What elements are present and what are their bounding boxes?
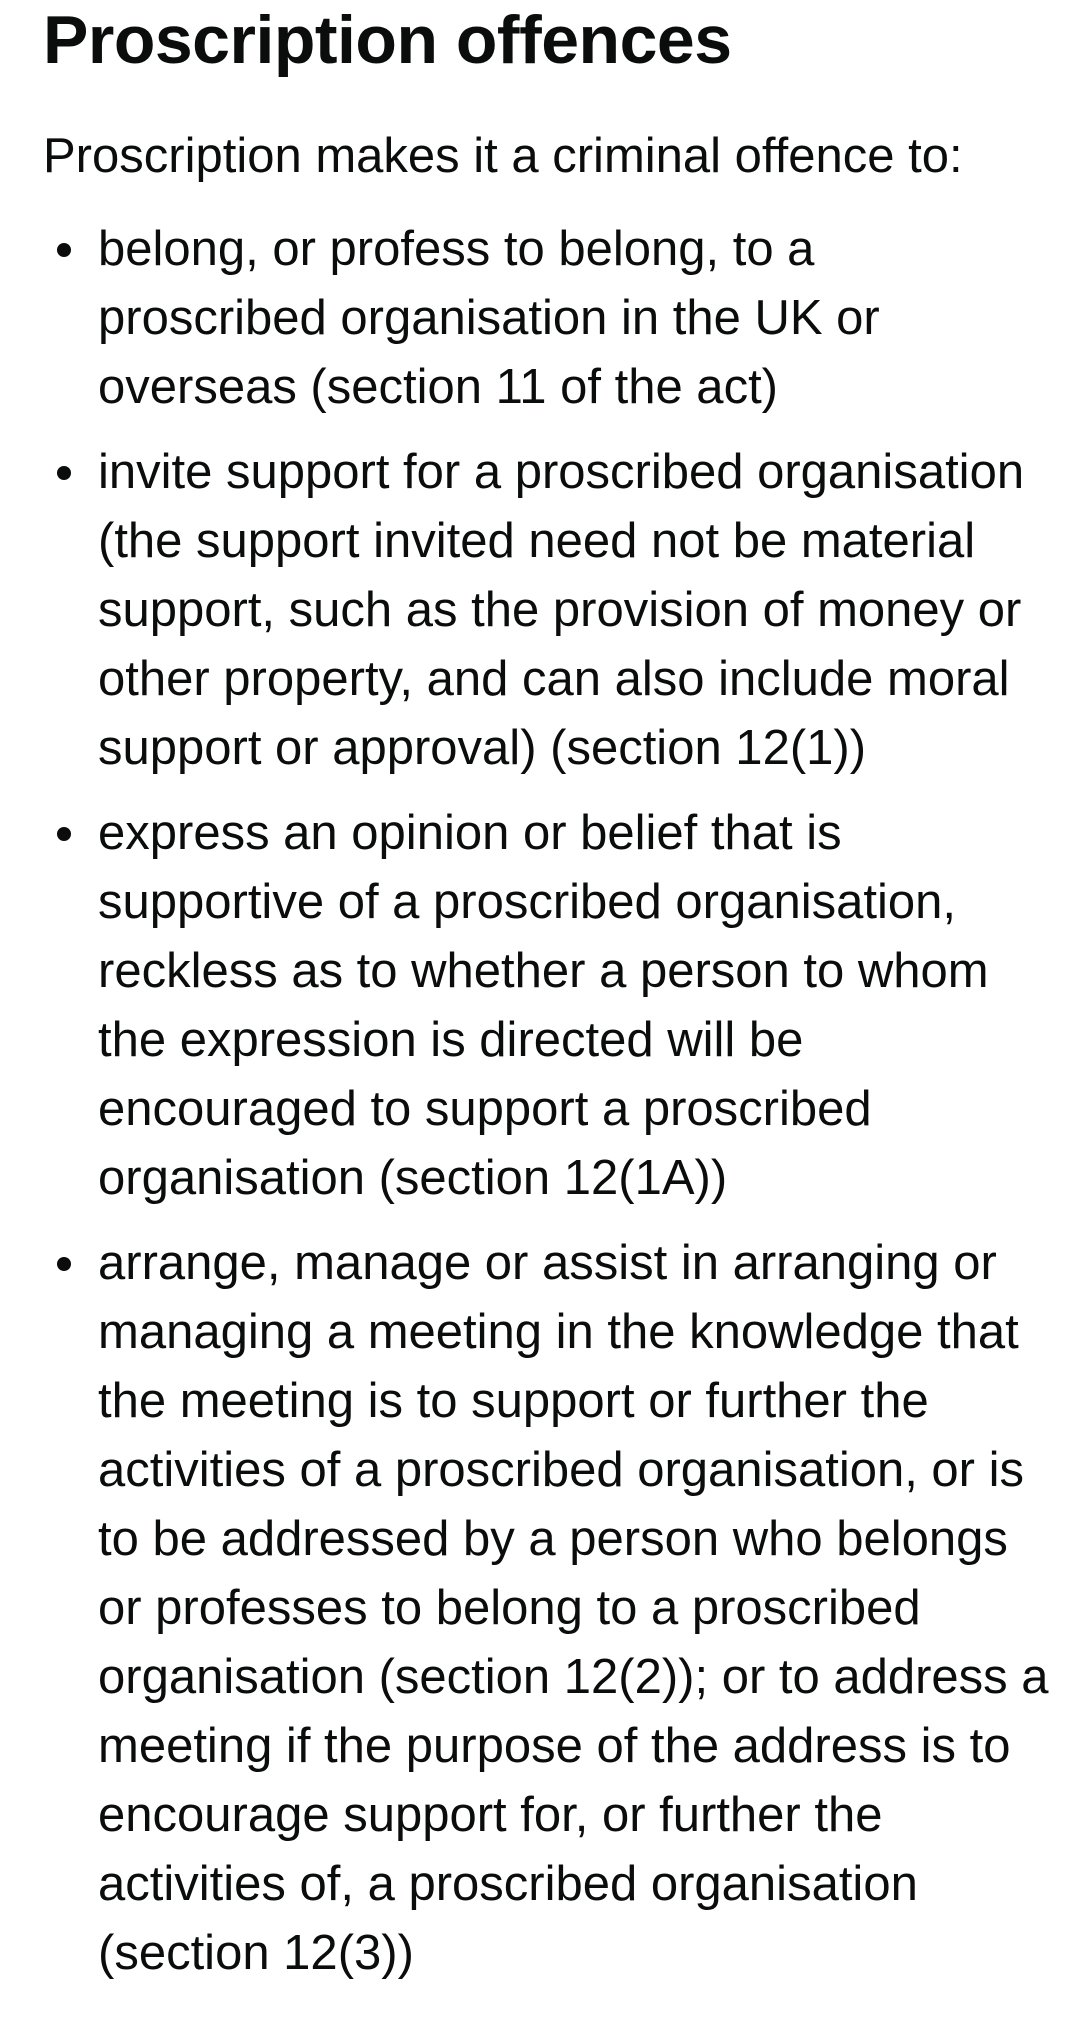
intro-paragraph: Proscription makes it a criminal offence to: bbox=[43, 129, 963, 183]
offence-text: belong, or profess to belong, to a proscribed organisation in the UK or overseas (section 11 of the act) bbox=[98, 222, 880, 414]
list-item bbox=[43, 438, 1050, 783]
offence-text: arrange, manage or assist in arranging or managing a meeting in the knowledge that the meeting is to support or further the activities of a proscribed organisation, or is to be addressed by a person who belongs or professes to belong to a proscribed organisation (section 12(2)); or to address a meeting if the purpose of the address is to encourage support for, or further the activities of, a proscribed organisation (section 12(3)) bbox=[98, 1236, 1049, 1980]
offence-text: express an opinion or belief that is supportive of a proscribed organisation, reckless as to whether a person to whom the expression is directed will be encouraged to support a proscribed organisation (section 12(1A)) bbox=[98, 806, 989, 1205]
list-item bbox=[43, 215, 1050, 422]
offence-text: invite support for a proscribed organisation (the support invited need not be material support, such as the provision of money or other property, and can also include moral support or approval) (section 12(1)) bbox=[98, 445, 1025, 775]
bullet-icon bbox=[57, 827, 71, 841]
section-heading: Proscription offences bbox=[43, 2, 732, 78]
bullet-icon bbox=[57, 1257, 71, 1271]
bullet-icon bbox=[57, 466, 71, 480]
list-item bbox=[43, 1229, 1050, 1988]
page-content bbox=[0, 2, 1080, 2017]
bullet-icon bbox=[57, 243, 71, 257]
list-item bbox=[43, 799, 1050, 1213]
offences-list bbox=[43, 215, 1050, 1988]
